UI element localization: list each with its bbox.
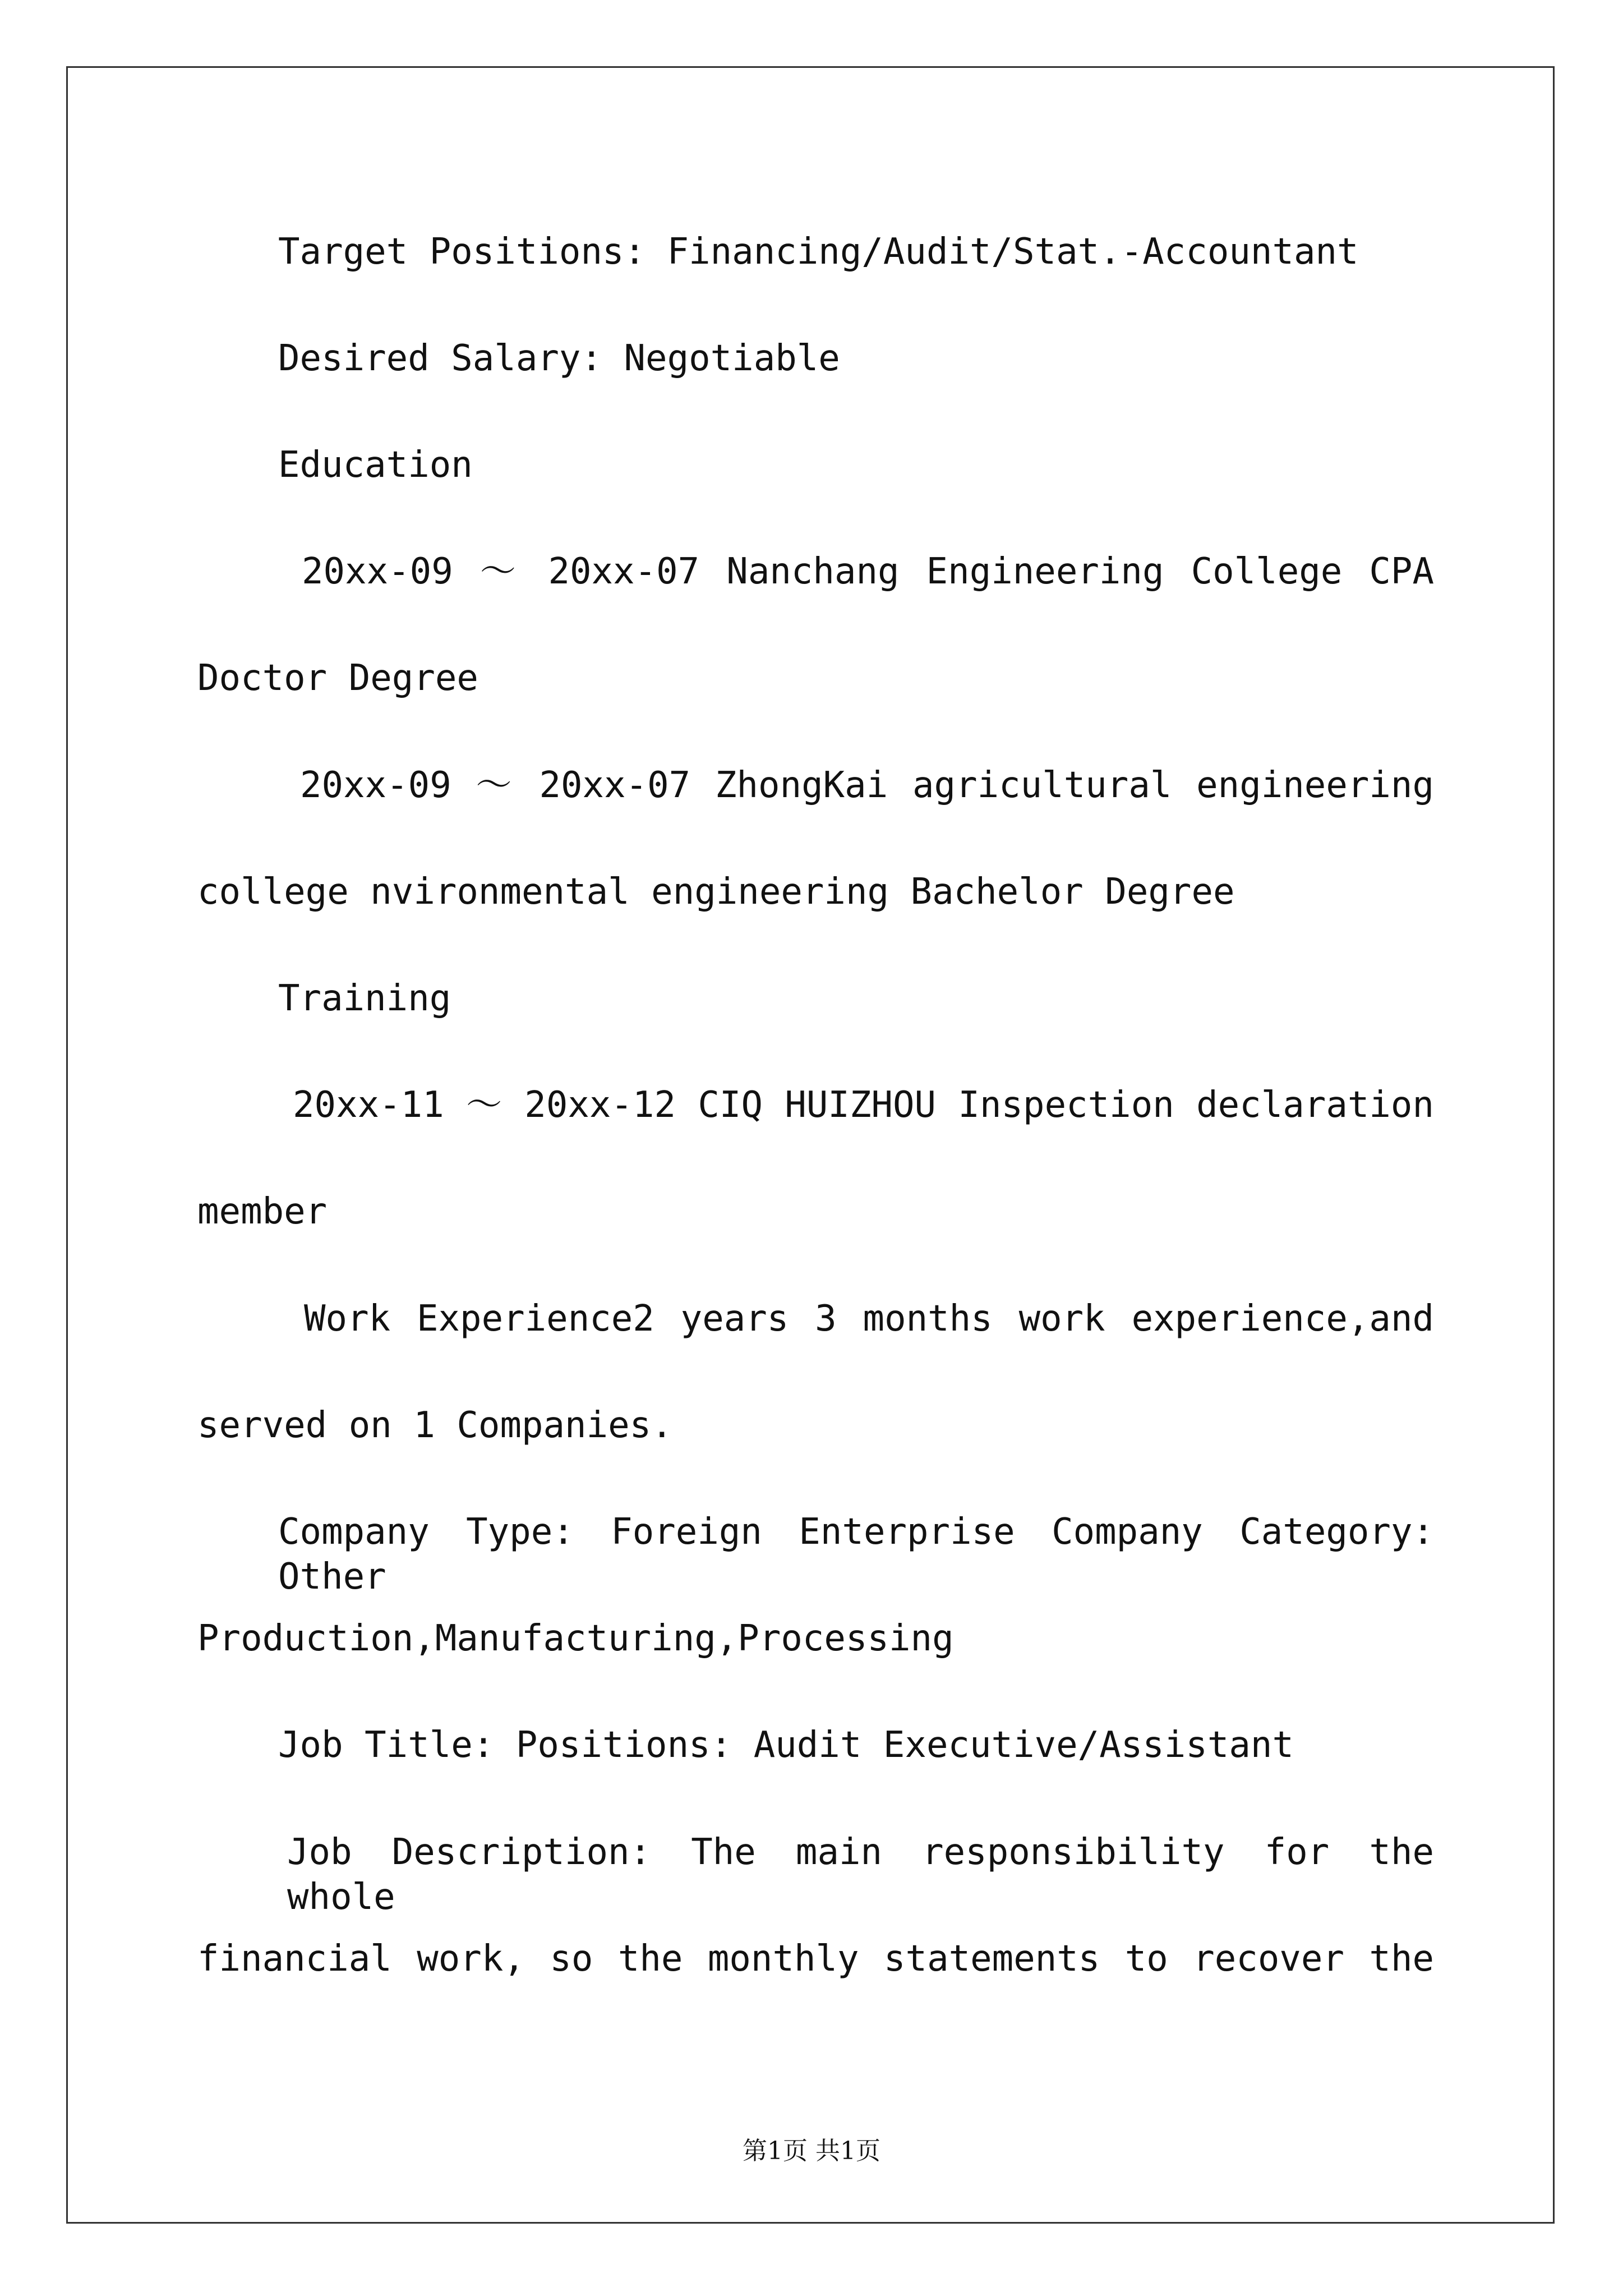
company-type-line-1: Company Type: Foreign Enterprise Company Category: Other (278, 1511, 1434, 1598)
training-heading: Training (278, 978, 451, 1019)
education-heading: Education (278, 444, 473, 486)
company-type-line-2: Production,Manufacturing,Processing (197, 1618, 954, 1659)
training-entry-line-2: member (197, 1191, 328, 1232)
education-entry-1-line-2: Doctor Degree (197, 657, 478, 699)
education-entry-2-line-2: college nvironmental engineering Bachelor Degree (197, 871, 1235, 913)
education-entry-2-line-1: 20xx-09 ～ 20xx-07 ZhongKai agricultural engineering (300, 765, 1434, 806)
desired-salary-line: Desired Salary: Negotiable (278, 338, 840, 379)
job-title-line: Job Title: Positions: Audit Executive/Assistant (278, 1724, 1294, 1766)
work-experience-line-1: Work Experience2 years 3 months work experience,and (304, 1298, 1434, 1340)
job-description-line-1: Job Description: The main responsibility for the whole (287, 1832, 1434, 1918)
work-experience-line-2: served on 1 Companies. (197, 1405, 673, 1446)
education-entry-1-line-1: 20xx-09 ～ 20xx-07 Nanchang Engineering College CPA (302, 551, 1434, 592)
job-description-line-2: financial work, so the monthly statements to recover the (197, 1938, 1434, 1980)
training-entry-line-1: 20xx-11 ～ 20xx-12 CIQ HUIZHOU Inspection declaration (293, 1084, 1434, 1126)
page-number-footer: 第1页 共1页 (743, 2137, 880, 2165)
target-positions-line: Target Positions: Financing/Audit/Stat.-Accountant (278, 231, 1359, 273)
